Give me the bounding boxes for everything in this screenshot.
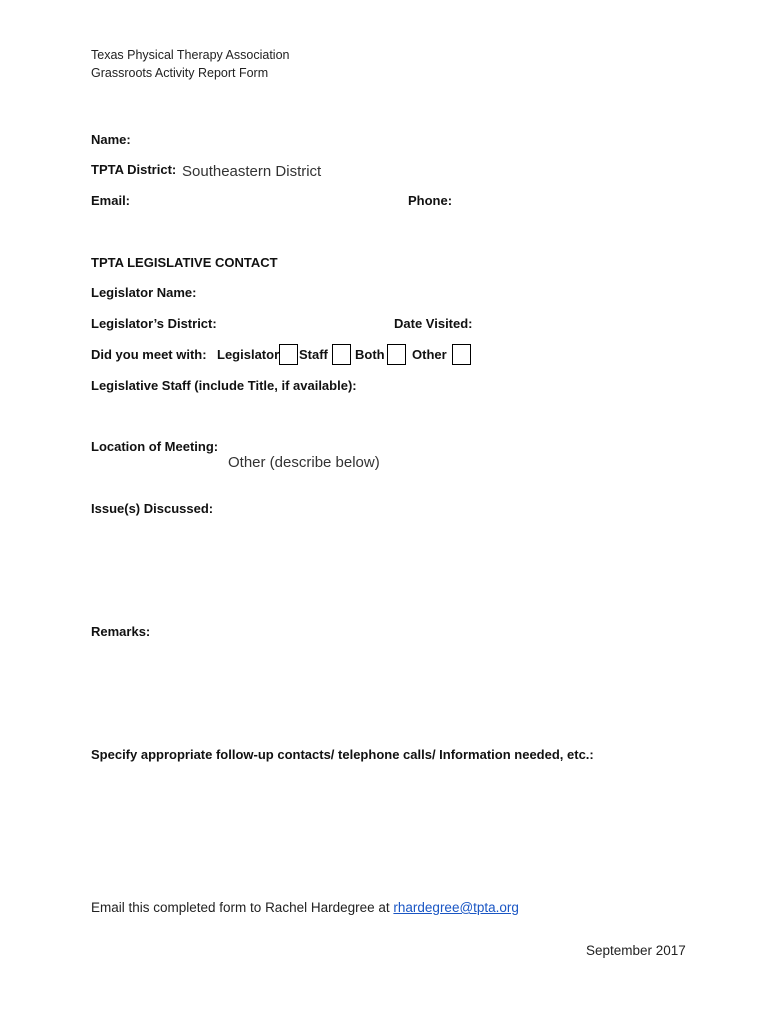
legislative-staff-label: Legislative Staff (include Title, if available): xyxy=(91,378,357,393)
name-label: Name: xyxy=(91,132,131,147)
issues-label: Issue(s) Discussed: xyxy=(91,501,214,516)
location-label: Location of Meeting: xyxy=(91,439,219,454)
remarks-label: Remarks: xyxy=(91,624,151,639)
date-visited-label: Date Visited: xyxy=(394,316,473,331)
email-label: Email: xyxy=(91,193,131,208)
org-name: Texas Physical Therapy Association xyxy=(91,48,290,62)
district-label: TPTA District: xyxy=(91,162,177,177)
email-instruction xyxy=(91,900,519,915)
legislator-district-label: Legislator’s District: xyxy=(91,316,217,331)
both-checkbox[interactable] xyxy=(387,344,406,365)
email-instruction-text: Email this completed form to Rachel Hardegree at xyxy=(91,900,390,915)
form-title: Grassroots Activity Report Form xyxy=(91,66,269,80)
followup-label: Specify appropriate follow-up contacts/ telephone calls/ Information needed, etc.: xyxy=(91,747,594,762)
email-link[interactable]: rhardegree@tpta.org xyxy=(393,900,519,915)
option-staff-label: Staff xyxy=(299,347,328,362)
option-both-label: Both xyxy=(355,347,385,362)
district-field[interactable]: Southeastern District xyxy=(182,163,322,180)
option-other-label: Other xyxy=(412,347,447,362)
other-checkbox[interactable] xyxy=(452,344,471,365)
met-with-label: Did you meet with: xyxy=(91,347,207,362)
footer-date: September 2017 xyxy=(586,943,686,958)
legislator-name-label: Legislator Name: xyxy=(91,285,197,300)
staff-checkbox[interactable] xyxy=(332,344,351,365)
legislator-checkbox[interactable] xyxy=(279,344,298,365)
section-title: TPTA LEGISLATIVE CONTACT xyxy=(91,255,278,270)
location-field[interactable]: Other (describe below) xyxy=(228,454,380,471)
phone-label: Phone: xyxy=(408,193,453,208)
option-legislator-label: Legislator xyxy=(217,347,280,362)
